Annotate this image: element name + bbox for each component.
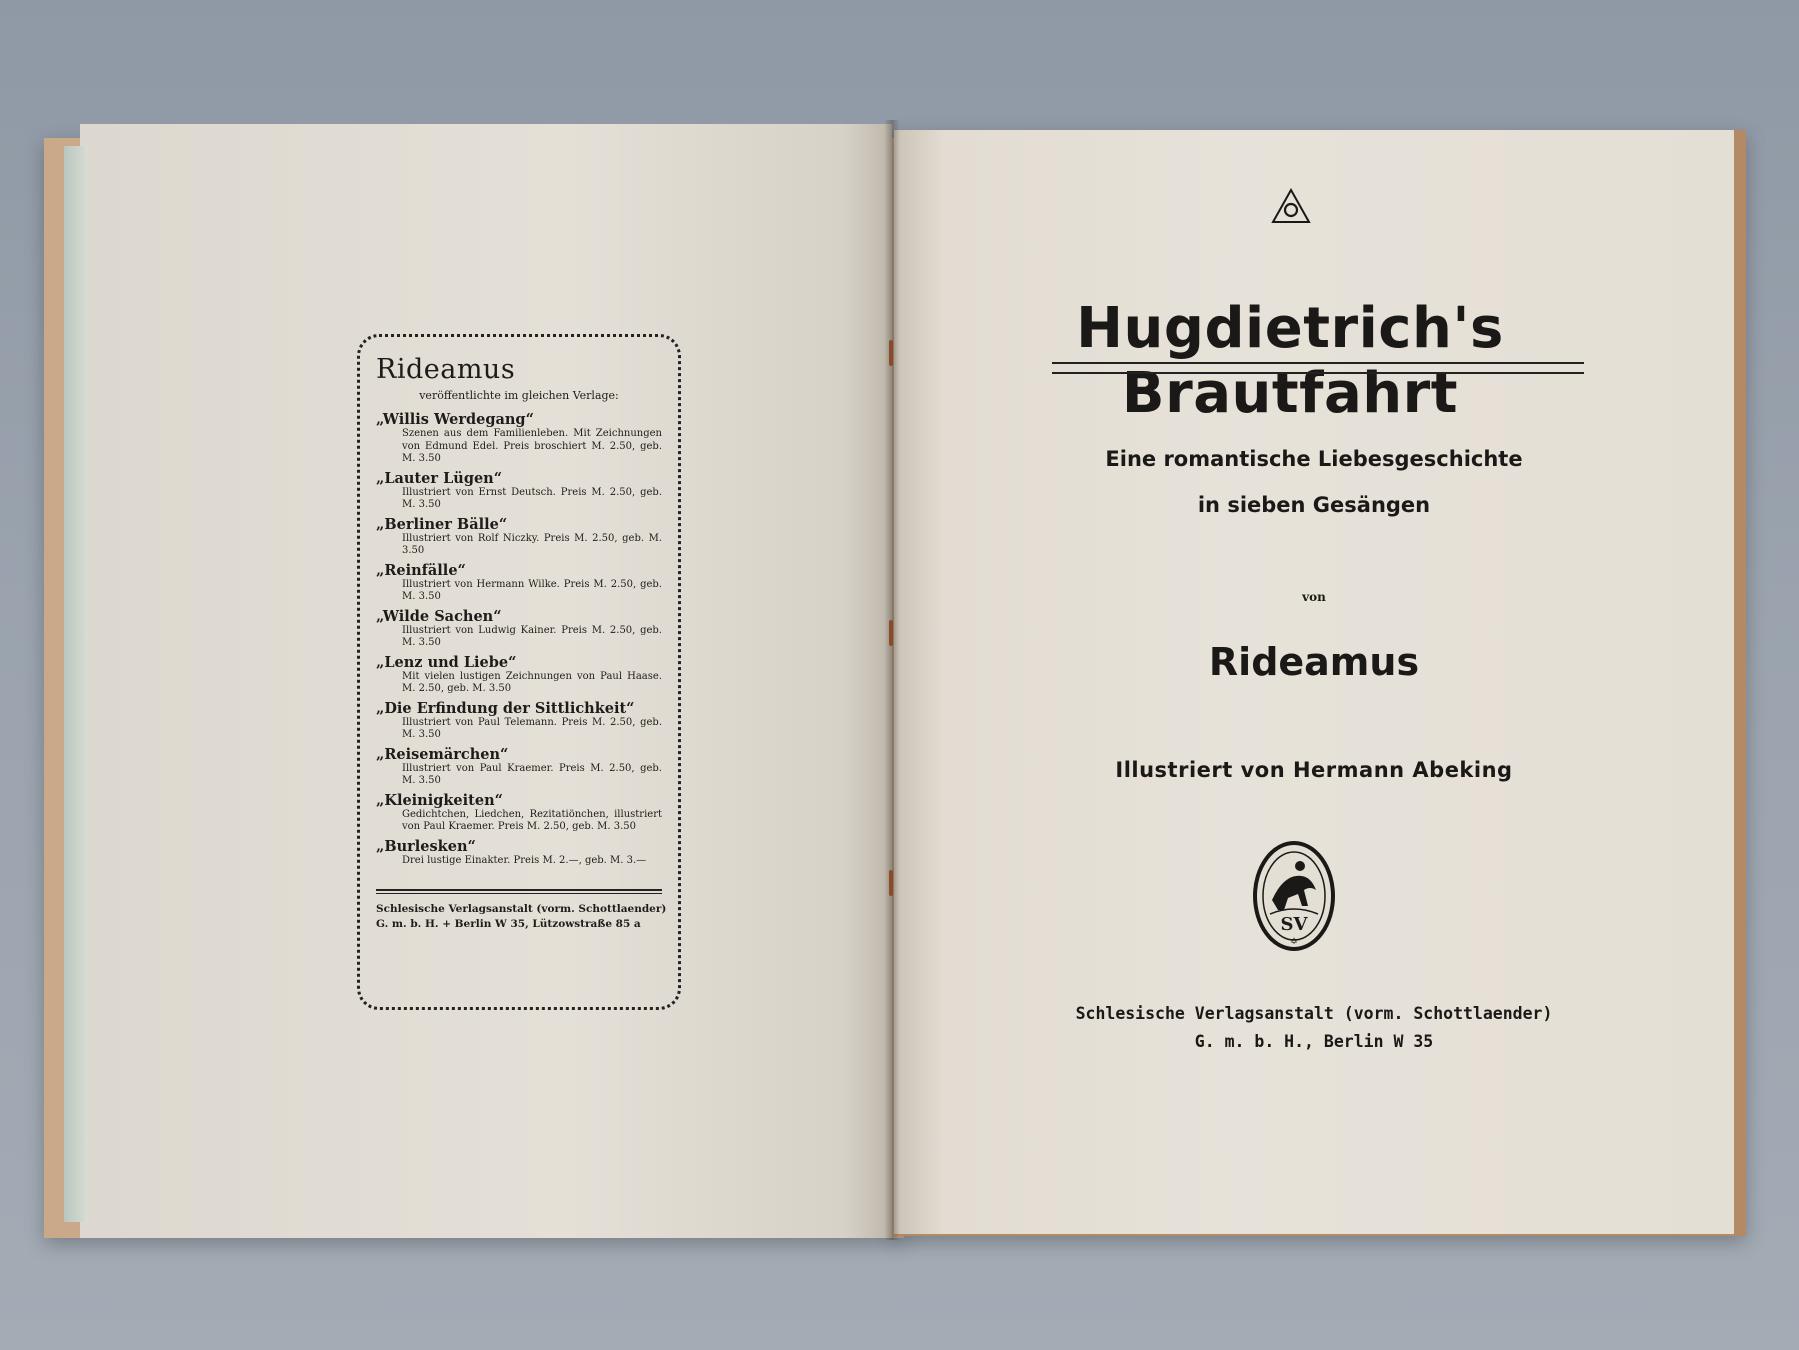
advert-item-desc: Gedichtchen, Liedchen, Rezitatiönchen, illustriert von Paul Kraemer. Preis M. 2.50, geb. M. 3.50 <box>402 808 662 832</box>
advert-item-title: „Reisemärchen“ <box>376 745 509 763</box>
author-name: Rideamus <box>1208 640 1420 684</box>
triangle-eye-icon <box>1271 188 1311 224</box>
list-item <box>376 517 662 558</box>
advert-item-desc: Illustriert von Paul Telemann. Preis M. 2.50, geb. M. 3.50 <box>402 716 662 740</box>
svg-text:SV: SV <box>1280 914 1308 935</box>
advert-item-title: „Lenz und Liebe“ <box>376 653 517 671</box>
list-item <box>376 701 662 742</box>
list-item <box>376 471 662 512</box>
list-item <box>376 563 662 604</box>
advert-item-title: „Reinfälle“ <box>376 561 466 579</box>
advert-item-title: „Willis Werdegang“ <box>376 411 534 428</box>
list-item <box>376 412 662 466</box>
publisher-line-2: G. m. b. H., Berlin W 35 <box>1194 1032 1434 1051</box>
advert-item-title: „Kleinigkeiten“ <box>376 791 503 809</box>
book-title: Hugdietrich's Brautfahrt <box>1076 296 1504 426</box>
binding-stitch <box>889 340 893 366</box>
list-item <box>376 655 662 696</box>
svg-text:✡: ✡ <box>1290 937 1298 947</box>
advert-item-desc: Illustriert von Paul Kraemer. Preis M. 2.50, geb. M. 3.50 <box>402 762 662 786</box>
advert-item-desc: Illustriert von Ludwig Kainer. Preis M. 2.50, geb. M. 3.50 <box>402 624 662 648</box>
advert-item-desc: Illustriert von Hermann Wilke. Preis M. 2.50, geb. M. 3.50 <box>402 578 662 602</box>
advert-footer-line2: G. m. b. H. + Berlin W 35, Lützowstraße 85 a <box>376 918 641 930</box>
advert-item-title: „Berliner Bälle“ <box>376 515 508 533</box>
advert-item-desc: Illustriert von Ernst Deutsch. Preis M. 2.50, geb. M. 3.50 <box>402 486 662 510</box>
advert-list <box>376 412 662 867</box>
endpaper-edge <box>64 146 88 1222</box>
advert-item-title: „Burlesken“ <box>376 837 476 855</box>
list-item <box>376 747 662 788</box>
advert-item-desc: Illustriert von Rolf Niczky. Preis M. 2.50, geb. M. 3.50 <box>402 532 662 556</box>
binding-stitch <box>889 870 893 896</box>
binding-stitch <box>889 620 893 646</box>
list-item <box>376 793 662 834</box>
advert-item-desc: Drei lustige Einakter. Preis M. 2.—, geb. M. 3.— <box>402 854 647 866</box>
by-label: von <box>1302 590 1326 604</box>
advert-item-desc: Mit vielen lustigen Zeichnungen von Paul Haase. M. 2.50, geb. M. 3.50 <box>402 670 662 694</box>
advert-item-title: „Lauter Lügen“ <box>376 469 503 487</box>
illustrator-credit: Illustriert von Hermann Abeking <box>1115 758 1513 782</box>
advert-subheading: veröffentlichte im gleichen Verlage: <box>419 389 619 402</box>
advert-footer-line1: Schlesische Verlagsanstalt (vorm. Schottlaender) <box>376 903 667 915</box>
list-item <box>376 839 662 868</box>
advert-item-desc: Szenen aus dem Familienleben. Mit Zeichnungen von Edmund Edel. Preis broschiert M. 2.50, geb. M. 3.50 <box>402 428 662 464</box>
advert-item-title: „Die Erfindung der Sittlichkeit“ <box>376 699 635 717</box>
publisher-seal-icon <box>1252 840 1336 952</box>
list-item <box>376 609 662 650</box>
advert-heading: Rideamus <box>376 354 516 385</box>
publisher-imprint <box>894 1000 1734 1056</box>
book-subtitle <box>894 436 1734 528</box>
subtitle-line-2: in sieben Gesängen <box>1197 493 1431 517</box>
title-underline <box>1052 362 1584 374</box>
advert-divider <box>376 889 662 894</box>
publisher-line-1: Schlesische Verlagsanstalt (vorm. Schottlaender) <box>1075 1004 1553 1023</box>
publisher-advert-box <box>357 334 681 1010</box>
subtitle-line-1: Eine romantische Liebesgeschichte <box>1105 447 1523 471</box>
advert-item-title: „Wilde Sachen“ <box>376 607 502 625</box>
